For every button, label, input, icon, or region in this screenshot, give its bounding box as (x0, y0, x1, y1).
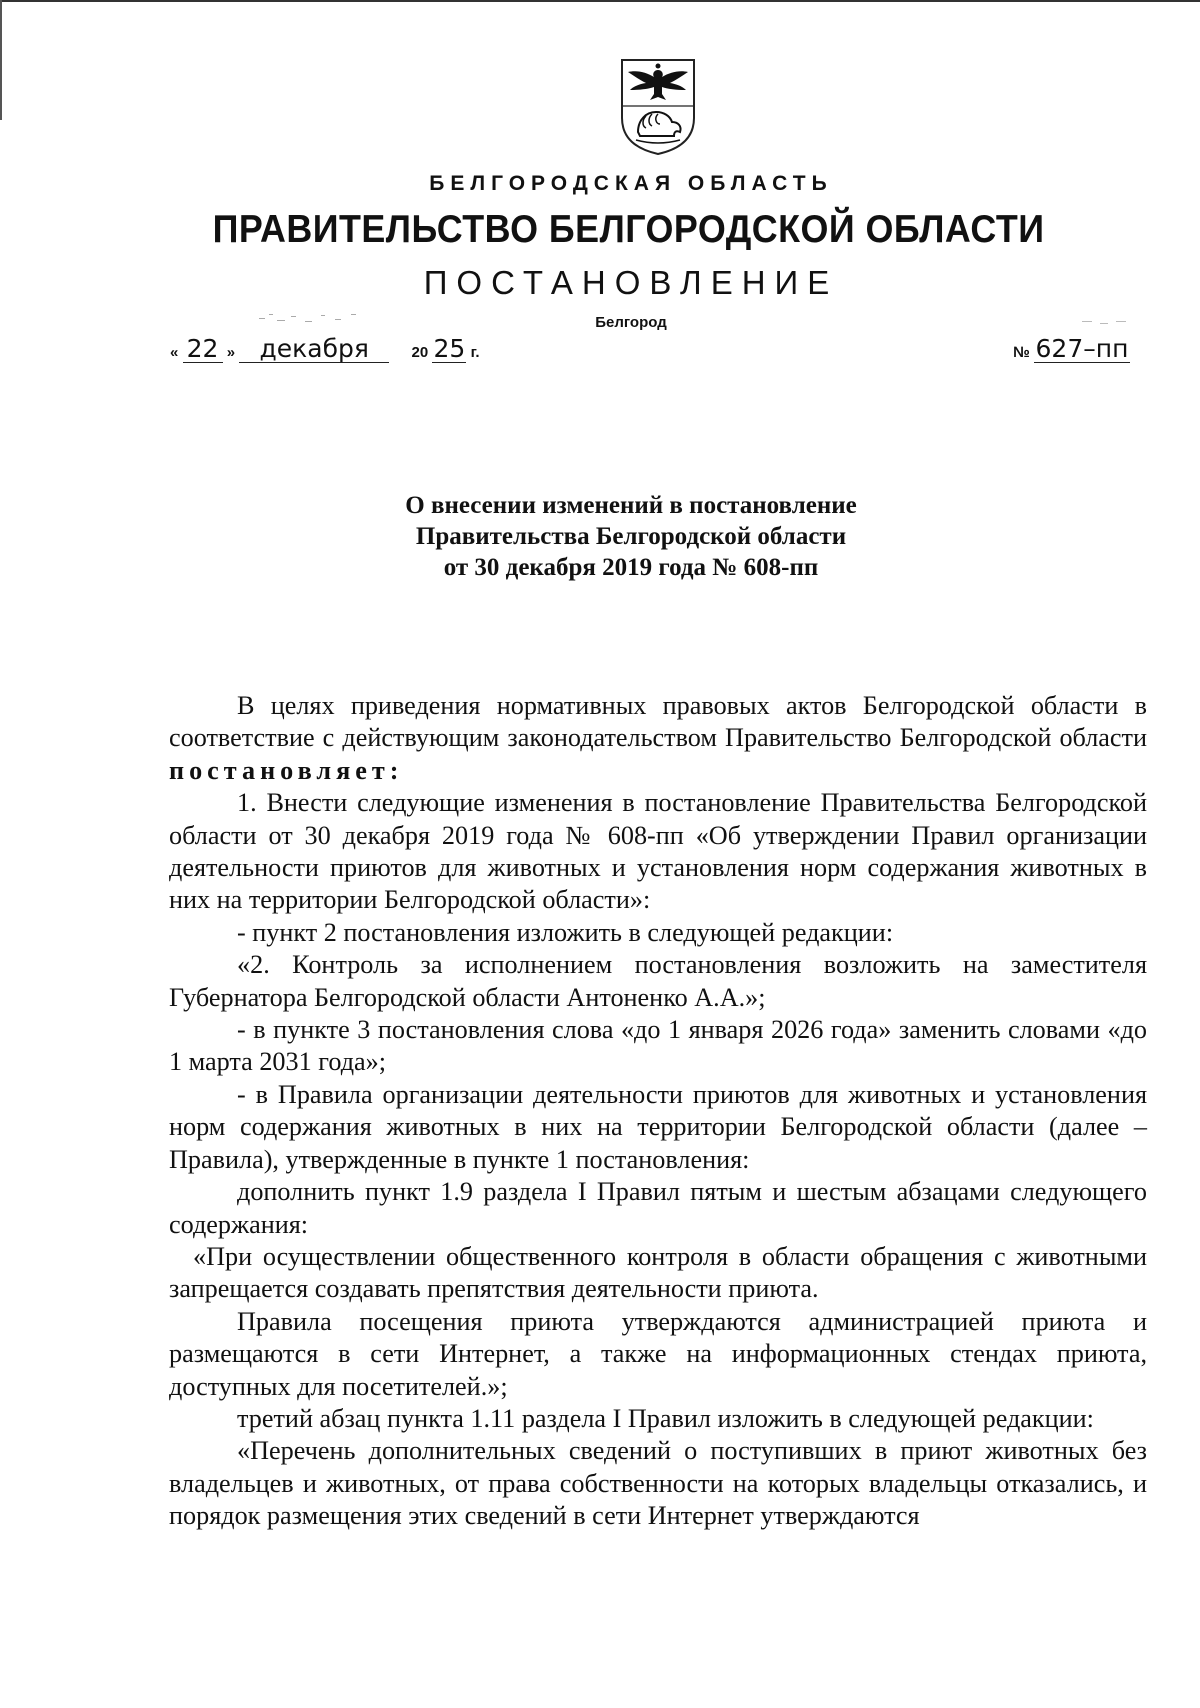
number-prefix: № (1013, 344, 1030, 361)
date-month: декабря (239, 336, 389, 363)
preamble-text: В целях приведения нормативных правовых актов Белгородской области в соответствие с действующим законодательством Правительство Белгородской области (169, 691, 1147, 753)
body-paragraph: «При осуществлении общественного контроля в области обращения с животными запрещается создавать препятствия деятельности приюта. (169, 1241, 1147, 1304)
date-day: 22 (183, 336, 223, 363)
number-value: 627–пп (1035, 334, 1129, 363)
body-paragraph: «Перечень дополнительных сведений о поступивших в приют животных без владельцев и животных, от права собственности на которых владельцы отказались, и порядок размещения этих сведений в сети Интернет утверждаются (169, 1436, 1147, 1531)
date-open-quote: « (170, 344, 179, 361)
body-paragraph: «2. Контроль за исполнением постановления возложить на заместителя Губернатора Белгородской области Антоненко А.А.»; (169, 950, 1147, 1012)
body-paragraph: - в Правила организации деятельности приютов для животных и установления норм содержания животных в них на территории Белгородской области (далее – Правила), утвержденные в пункте 1 постановления: (169, 1079, 1147, 1174)
title-line: О внесении изменений в постановление (405, 492, 857, 519)
date-year-suffix: г. (470, 344, 480, 361)
date-year: 25 (433, 334, 466, 363)
body-paragraph: третий абзац пункта 1.11 раздела I Правил изложить в следующей редакции: (237, 1403, 1094, 1433)
document-number (1013, 336, 1130, 363)
document-title (0, 490, 1200, 583)
body-paragraph: - пункт 2 постановления изложить в следующей редакции: (237, 917, 894, 947)
region-name: БЕЛГОРОДСКАЯ ОБЛАСТЬ (429, 172, 833, 195)
date-close-quote: » (226, 344, 236, 361)
title-line: Правительства Белгородской области (415, 523, 847, 550)
body-paragraph (169, 690, 1147, 787)
body-paragraph: Правила посещения приюта утверждаются администрацией приюта и размещаются в сети Интернет, а также на информационных стендах приюта, доступных для посетителей.»; (169, 1306, 1147, 1401)
scan-edge-left (0, 0, 2, 120)
document-body (169, 690, 1147, 1533)
body-paragraph: - в пункте 3 постановления слова «до 1 января 2026 года» заменить словами «до 1 марта 2031 года»; (169, 1015, 1147, 1077)
body-paragraph: дополнить пункт 1.9 раздела I Правил пятым и шестым абзацами следующего содержания: (169, 1177, 1147, 1239)
scan-edge-top (0, 0, 1200, 2)
date-century: 20 (411, 344, 429, 361)
document-type: ПОСТАНОВЛЕНИЕ (423, 264, 839, 301)
body-paragraph: 1. Внести следующие изменения в постановление Правительства Белгородской области от 30 декабря 2019 года № 608-пп «Об утверждении Правил организации деятельности приютов для животных и установления норм содержания животных в них на территории Белгородской области»: (169, 788, 1147, 915)
title-line: от 30 декабря 2019 года № 608-пп (443, 554, 819, 581)
government-name: ПРАВИТЕЛЬСТВО БЕЛГОРОДСКОЙ ОБЛАСТИ (212, 208, 1045, 251)
coat-of-arms-emblem (616, 56, 700, 156)
resolves-keyword: постановляет: (169, 755, 404, 785)
document-date (170, 336, 480, 363)
city-name: Белгород (595, 314, 667, 331)
